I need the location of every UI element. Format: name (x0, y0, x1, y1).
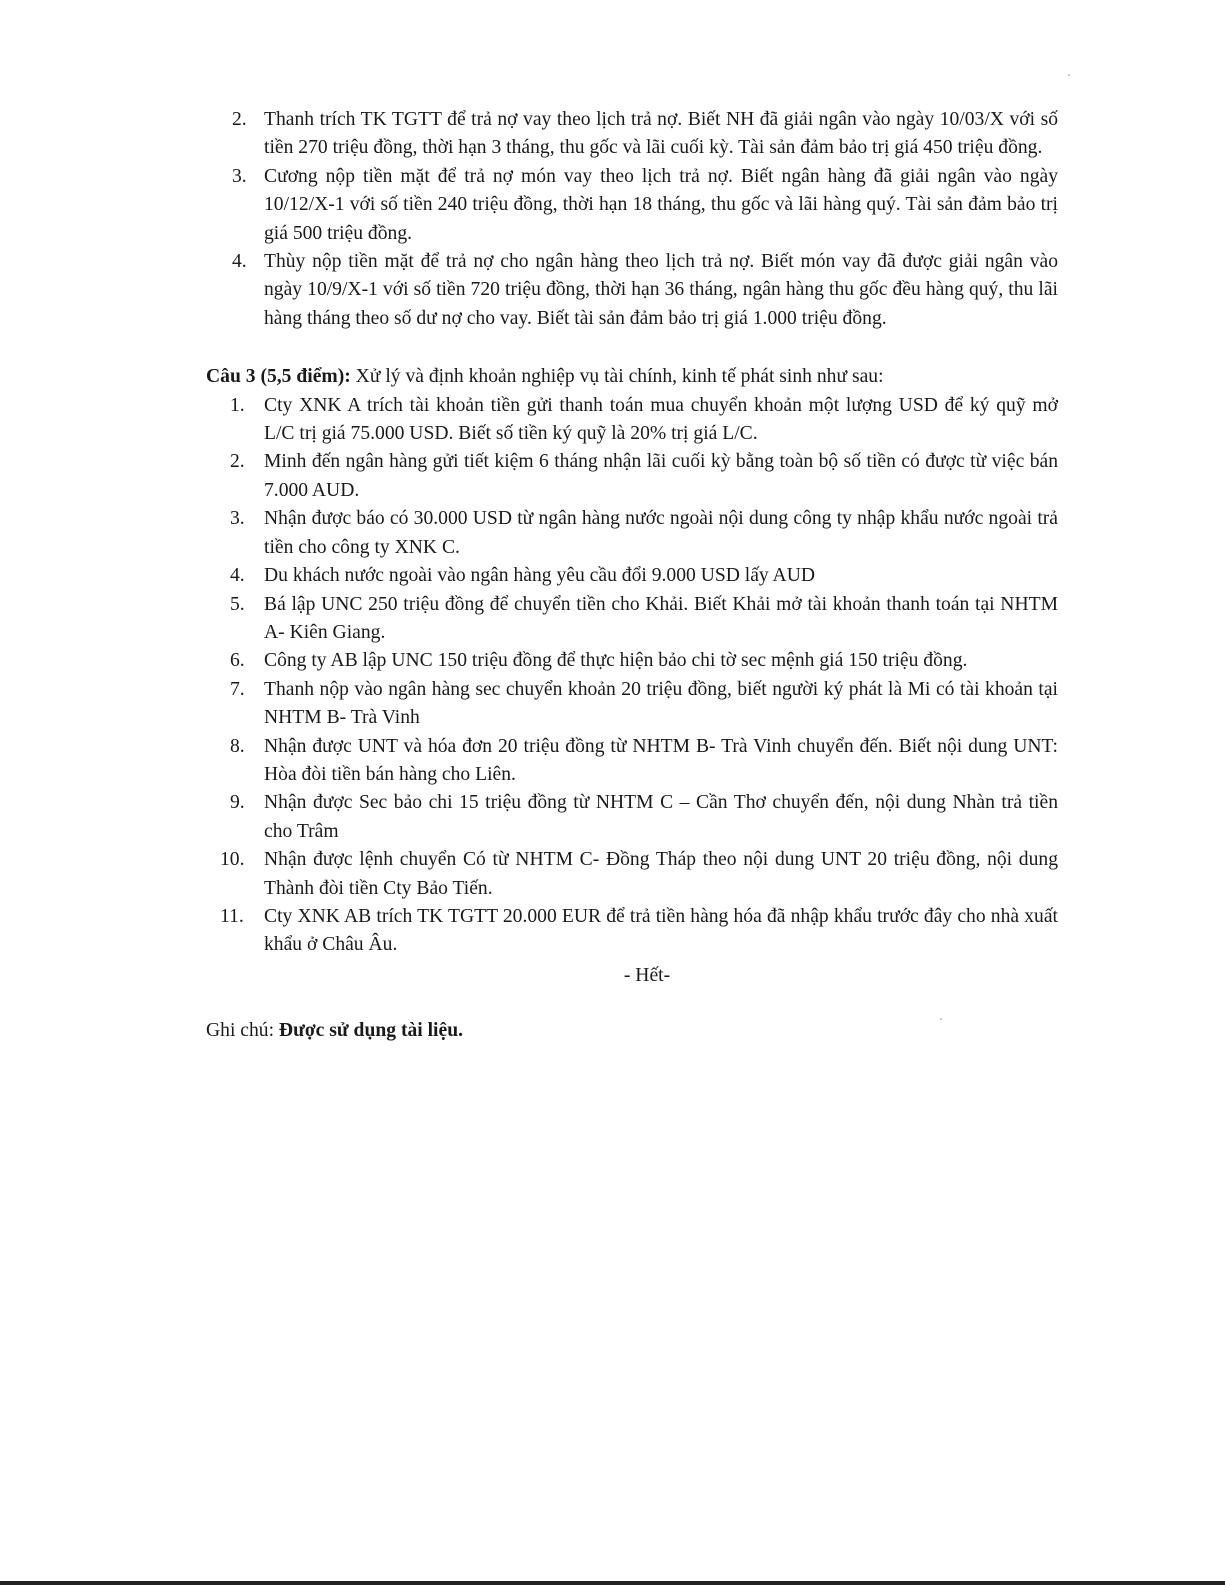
item-text: Bá lập UNC 250 triệu đồng để chuyển tiền cho Khải. Biết Khải mở tài khoản thanh toán tại NHTM A- Kiên Giang. (264, 593, 1058, 643)
list-item (206, 448, 1058, 505)
item-text: Nhận được lệnh chuyển Có từ NHTM C- Đồng Tháp theo nội dung UNT 20 triệu đồng, nội dung Thành đòi tiền Cty Bảo Tiến. (264, 849, 1058, 899)
question3-prompt: Xử lý và định khoản nghiệp vụ tài chính, kinh tế phát sinh như sau: (350, 366, 884, 388)
list-item (206, 903, 1058, 960)
item-text: Thanh trích TK TGTT để trả nợ vay theo lịch trả nợ. Biết NH đã giải ngân vào ngày 10/03/X với số tiền 270 triệu đồng, thời hạn 3 tháng, thu gốc và lãi cuối kỳ. Tài sản đảm bảo trị giá 450 triệu đồng. (264, 109, 1058, 159)
list-item (206, 676, 1058, 733)
list-item (206, 248, 1058, 333)
item-text: Nhận được báo có 30.000 USD từ ngân hàng nước ngoài nội dung công ty nhập khẩu nước ngoài trả tiền cho công ty XNK C. (264, 508, 1058, 558)
question3-label: Câu 3 (5,5 điểm): (206, 366, 351, 388)
item-number: 11. (220, 905, 244, 927)
note-label: Ghi chú: (206, 1020, 279, 1042)
list-item (206, 392, 1058, 449)
item-number: 10. (220, 849, 245, 871)
item-text: Nhận được UNT và hóa đơn 20 triệu đồng từ NHTM B- Trà Vinh chuyển đến. Biết nội dung UNT: Hòa đòi tiền bán hàng cho Liên. (264, 735, 1058, 785)
scan-bottom-edge (0, 1581, 1225, 1585)
page-content (206, 106, 1058, 1046)
item-number: 8. (230, 735, 245, 757)
item-text: Thanh nộp vào ngân hàng sec chuyển khoản 20 triệu đồng, biết người ký phát là Mi có tài khoản tại NHTM B- Trà Vinh (264, 678, 1058, 729)
item-text: Thùy nộp tiền mặt để trả nợ cho ngân hàng theo lịch trả nợ. Biết món vay đã được giải ngân vào ngày 10/9/X-1 với số tiền 720 triệu đồng, thời hạn 36 tháng, ngân hàng thu gốc đều hàng quý, thu lãi hàng tháng theo số dư nợ cho vay. Biết tài sản đảm bảo trị giá 1.000 triệu đồng. (264, 251, 1058, 329)
scan-speck (1068, 74, 1070, 76)
list-item (206, 789, 1058, 846)
item-number: 3. (230, 508, 245, 530)
list-item (206, 846, 1058, 903)
item-text: Công ty AB lập UNC 150 triệu đồng để thực hiện bảo chi tờ sec mệnh giá 150 triệu đồng. (264, 650, 968, 672)
question2-list (206, 106, 1058, 333)
list-item (206, 163, 1058, 248)
question3-list (206, 392, 1058, 960)
list-item (206, 106, 1058, 163)
item-number: 5. (230, 593, 245, 615)
scan-speck (940, 1018, 942, 1020)
question3-heading (206, 363, 1058, 391)
item-number: 9. (230, 792, 245, 814)
end-mark: - Hết- (623, 964, 671, 986)
note-value: Được sử dụng tài liệu. (278, 1020, 463, 1042)
item-text: Du khách nước ngoài vào ngân hàng yêu cầu đổi 9.000 USD lấy AUD (264, 565, 815, 587)
item-text: Minh đến ngân hàng gửi tiết kiệm 6 tháng nhận lãi cuối kỳ bằng toàn bộ số tiền có được từ việc bán 7.000 AUD. (264, 451, 1058, 501)
list-item (206, 505, 1058, 562)
item-number: 2. (232, 109, 247, 130)
item-number: 4. (232, 251, 247, 273)
item-number: 4. (230, 565, 245, 587)
item-text: Cty XNK A trích tài khoản tiền gửi thanh toán mua chuyển khoản một lượng USD để ký quỹ mở L/C trị giá 75.000 USD. Biết số tiền ký quỹ là 20% trị giá L/C. (264, 394, 1058, 445)
list-item (206, 591, 1058, 648)
list-item (206, 562, 1058, 590)
item-number: 3. (232, 165, 247, 187)
note (206, 1017, 1058, 1045)
list-item (206, 733, 1058, 790)
item-text: Cty XNK AB trích TK TGTT 20.000 EUR để trả tiền hàng hóa đã nhập khẩu trước đây cho nhà xuất khẩu ở Châu Âu. (264, 905, 1058, 956)
item-text: Cương nộp tiền mặt để trả nợ món vay theo lịch trả nợ. Biết ngân hàng đã giải ngân vào ngày 10/12/X-1 với số tiền 240 triệu đồng, thời hạn 18 tháng, thu gốc và lãi hàng quý. Tài sản đảm bảo trị giá 500 triệu đồng. (264, 165, 1058, 244)
item-number: 6. (230, 650, 245, 672)
list-item (206, 647, 1058, 675)
item-number: 7. (230, 678, 245, 700)
item-text: Nhận được Sec bảo chi 15 triệu đồng từ NHTM C – Cần Thơ chuyển đến, nội dung Nhàn trả tiền cho Trâm (264, 792, 1058, 842)
item-number: 1. (230, 394, 245, 416)
item-number: 2. (230, 451, 245, 473)
